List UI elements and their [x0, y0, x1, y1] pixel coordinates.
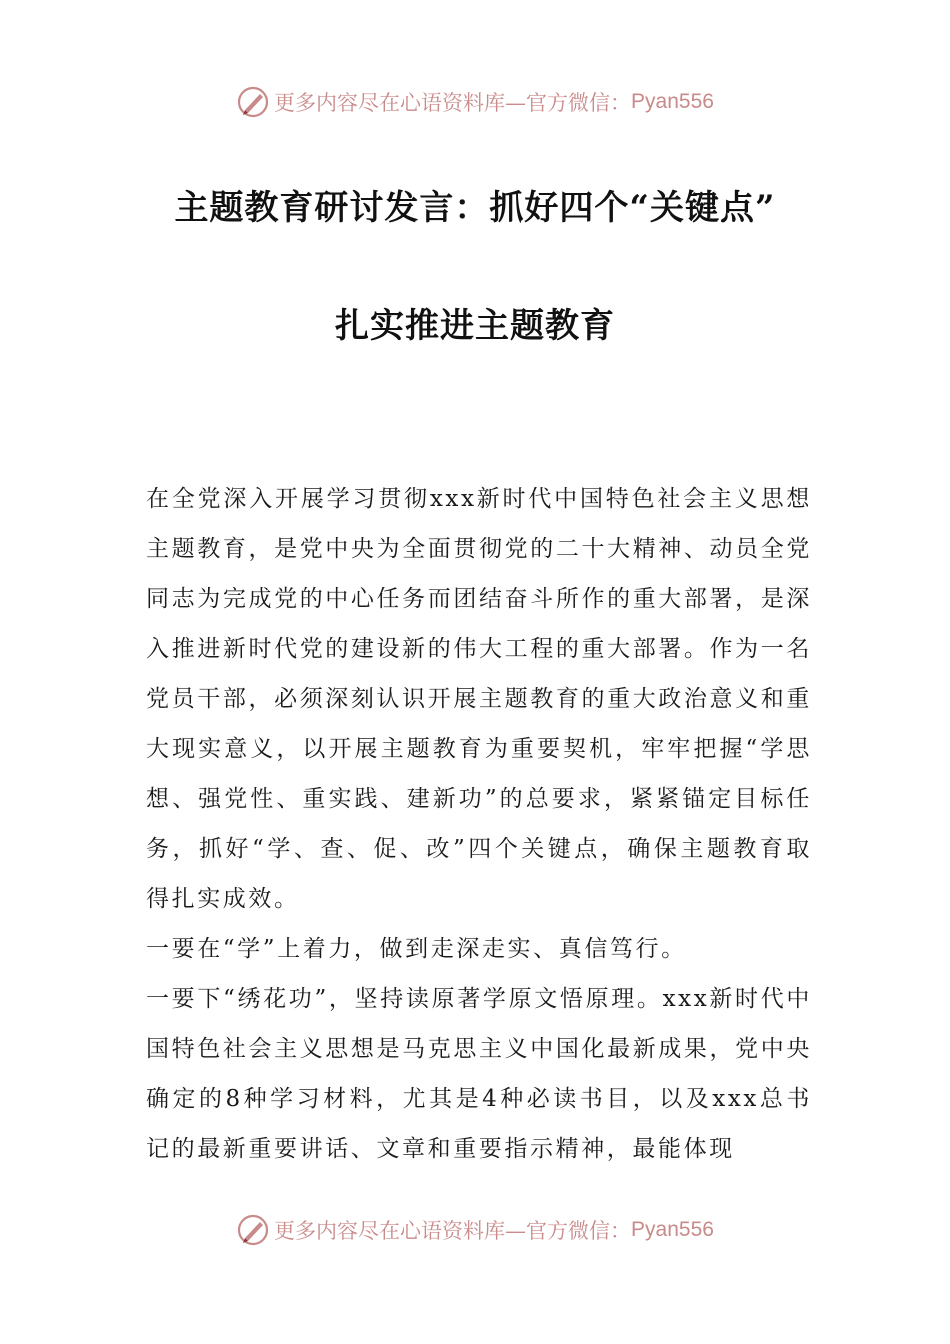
body-paragraph-intro: 在全党深入开展学习贯彻xxx新时代中国特色社会主义思想主题教育，是党中央为全面贯彻党的二十大精神、动员全党同志为完成党的中心任务而团结奋斗所作的重大部署，是深入推进新时代党的建设新的伟大工程的重大部署。作为一名党员干部，必须深刻认识开展主题教育的重大政治意义和重大现实意义，以开展主题教育为重要契机，牢牢把握“学思想、强党性、重实践、建新功”的总要求，紧紧锚定目标任务，抓好“学、查、促、改”四个关键点，确保主题教育取得扎实成效。	[146, 486, 812, 912]
pen-logo-icon	[236, 85, 270, 119]
header-watermark-banner	[0, 82, 950, 122]
footer-banner-wechat-id: Pyan556	[631, 1218, 714, 1241]
pen-logo-icon	[236, 1213, 270, 1247]
footer-watermark-banner	[0, 1210, 950, 1250]
footer-banner-text: 更多内容尽在心语资料库—官方微信：	[274, 1219, 632, 1243]
document-title-line-1: 主题教育研讨发言：抓好四个“关键点”	[174, 188, 776, 228]
header-banner-text: 更多内容尽在心语资料库—官方微信：	[274, 91, 632, 115]
body-paragraph-section-heading: 一要在“学”上着力，做到走深走实、真信笃行。	[146, 936, 687, 962]
header-banner-wechat-id: Pyan556	[631, 90, 714, 113]
body-paragraph-study: 一要下“绣花功”，坚持读原著学原文悟原理。xxx新时代中国特色社会主义思想是马克思主义中国化最新成果，党中央确定的8种学习材料，尤其是4种必读书目，以及xxx总书记的最新重要讲话、文章和重要指示精神，最能体现	[146, 986, 812, 1162]
document-title-line-2: 扎实推进主题教育	[335, 306, 615, 346]
document-body	[146, 474, 812, 1174]
